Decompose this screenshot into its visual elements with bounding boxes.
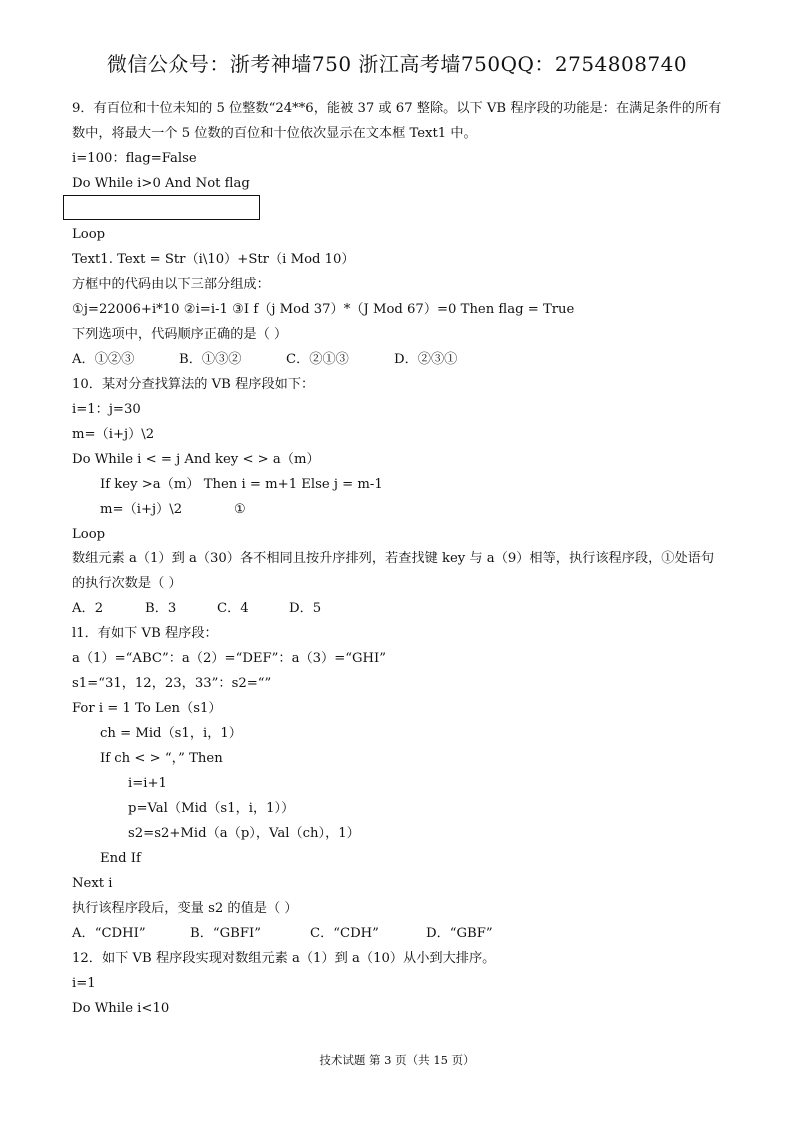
q11-code-line-5: If ch < > “，” Then: [100, 751, 223, 766]
q10-option-b: B．3: [145, 601, 177, 616]
q9-code-line-4: Text1. Text = Str（i\10）+Str（i Mod 10）: [72, 252, 355, 267]
q10-code-line-3: Do While i < = j And key < > a（m）: [72, 452, 320, 467]
q10-options: [72, 600, 321, 618]
q10-option-d: D．5: [289, 601, 322, 616]
q10-code-line-2: m=（i+j）\2: [72, 427, 155, 442]
q10-code-line-4: If key >a（m） Then i = m+1 Else j = m-1: [100, 477, 383, 492]
q9-parts: ①j=22006+i*10 ②i=i-1 ③I f（j Mod 37）*（J Mod 67）=0 Then flag = True: [72, 302, 575, 317]
q11-option-a: A．“CDHI”: [72, 926, 146, 941]
q10-stem: 10．某对分查找算法的 VB 程序段如下：: [72, 377, 315, 392]
q9-code-line-2: Do While i>0 And Not flag: [72, 176, 250, 191]
q11-option-c: C．“CDH”: [310, 926, 379, 941]
q11-code-line-1: a（1）=“ABC”：a（2）=“DEF”：a（3）=“GHI”: [72, 651, 387, 666]
q10-option-c: C．4: [217, 601, 249, 616]
q10-code-line-6: Loop: [72, 527, 106, 542]
q9-options: [72, 351, 457, 369]
q10-code-line-1: i=1：j=30: [72, 402, 141, 417]
q12-code-line-2: Do While i<10: [72, 1001, 170, 1016]
q11-code-line-8: s2=s2+Mid（a（p），Val（ch），1）: [128, 826, 360, 841]
q9-option-a: A．①②③: [72, 352, 135, 367]
q9-code-blank-box: [63, 195, 260, 220]
q11-code-line-7: p=Val（Mid（s1，i，1））: [128, 801, 295, 816]
q9-code-line-3: Loop: [72, 227, 106, 242]
q11-code-line-10: Next i: [72, 876, 113, 891]
q9-question: 下列选项中，代码顺序正确的是（ ）: [72, 327, 288, 342]
q10-code-line-5: m=（i+j）\2: [100, 502, 183, 517]
q9-option-c: C．②①③: [286, 352, 349, 367]
q11-code-line-3: For i = 1 To Len（s1）: [72, 701, 222, 716]
q12-stem: 12．如下 VB 程序段实现对数组元素 a（1）到 a（10）从小到大排序。: [72, 951, 496, 966]
q11-code-line-6: i=i+1: [128, 776, 167, 791]
q11-code-line-4: ch = Mid（s1，i，1）: [100, 726, 242, 741]
q10-circled-mark: ①: [234, 502, 246, 517]
q11-code-line-9: End If: [100, 851, 141, 866]
q11-question: 执行该程序段后，变量 s2 的值是（ ）: [72, 901, 298, 916]
q9-description: 方框中的代码由以下三部分组成：: [72, 277, 270, 292]
q12-code-line-1: i=1: [72, 976, 96, 991]
q11-options: [72, 925, 493, 943]
q9-code-line-1: i=100：flag=False: [72, 151, 197, 166]
q9-option-d: D．②③①: [394, 352, 458, 367]
q9-stem: 9．有百位和十位未知的 5 位整数“24**6，能被 37 或 67 整除。以下 VB 程序段的功能是：在满足条件的所有数中，将最大一个 5 位数的百位和十位依次显示在文本框 Text1 中。: [72, 101, 722, 141]
q11-option-b: B．“GBFI”: [190, 926, 261, 941]
q11-code-line-2: s1=“31，12，23，33”：s2=“”: [72, 676, 272, 691]
q10-option-a: A．2: [72, 601, 104, 616]
q9-option-b: B．①③②: [179, 352, 242, 367]
page-footer: 技术试题 第 3 页（共 15 页）: [319, 1053, 475, 1067]
q10-question: 数组元素 a（1）到 a（30）各不相同且按升序排列，若查找键 key 与 a（9）相等，执行该程序段，①处语句的执行次数是（ ）: [72, 551, 715, 591]
page-header: 微信公众号：浙考神墙750 浙江高考墙750QQ：2754808740: [106, 52, 688, 76]
q11-option-d: D．“GBF”: [426, 926, 493, 941]
q11-stem: l1．有如下 VB 程序段：: [72, 626, 218, 641]
